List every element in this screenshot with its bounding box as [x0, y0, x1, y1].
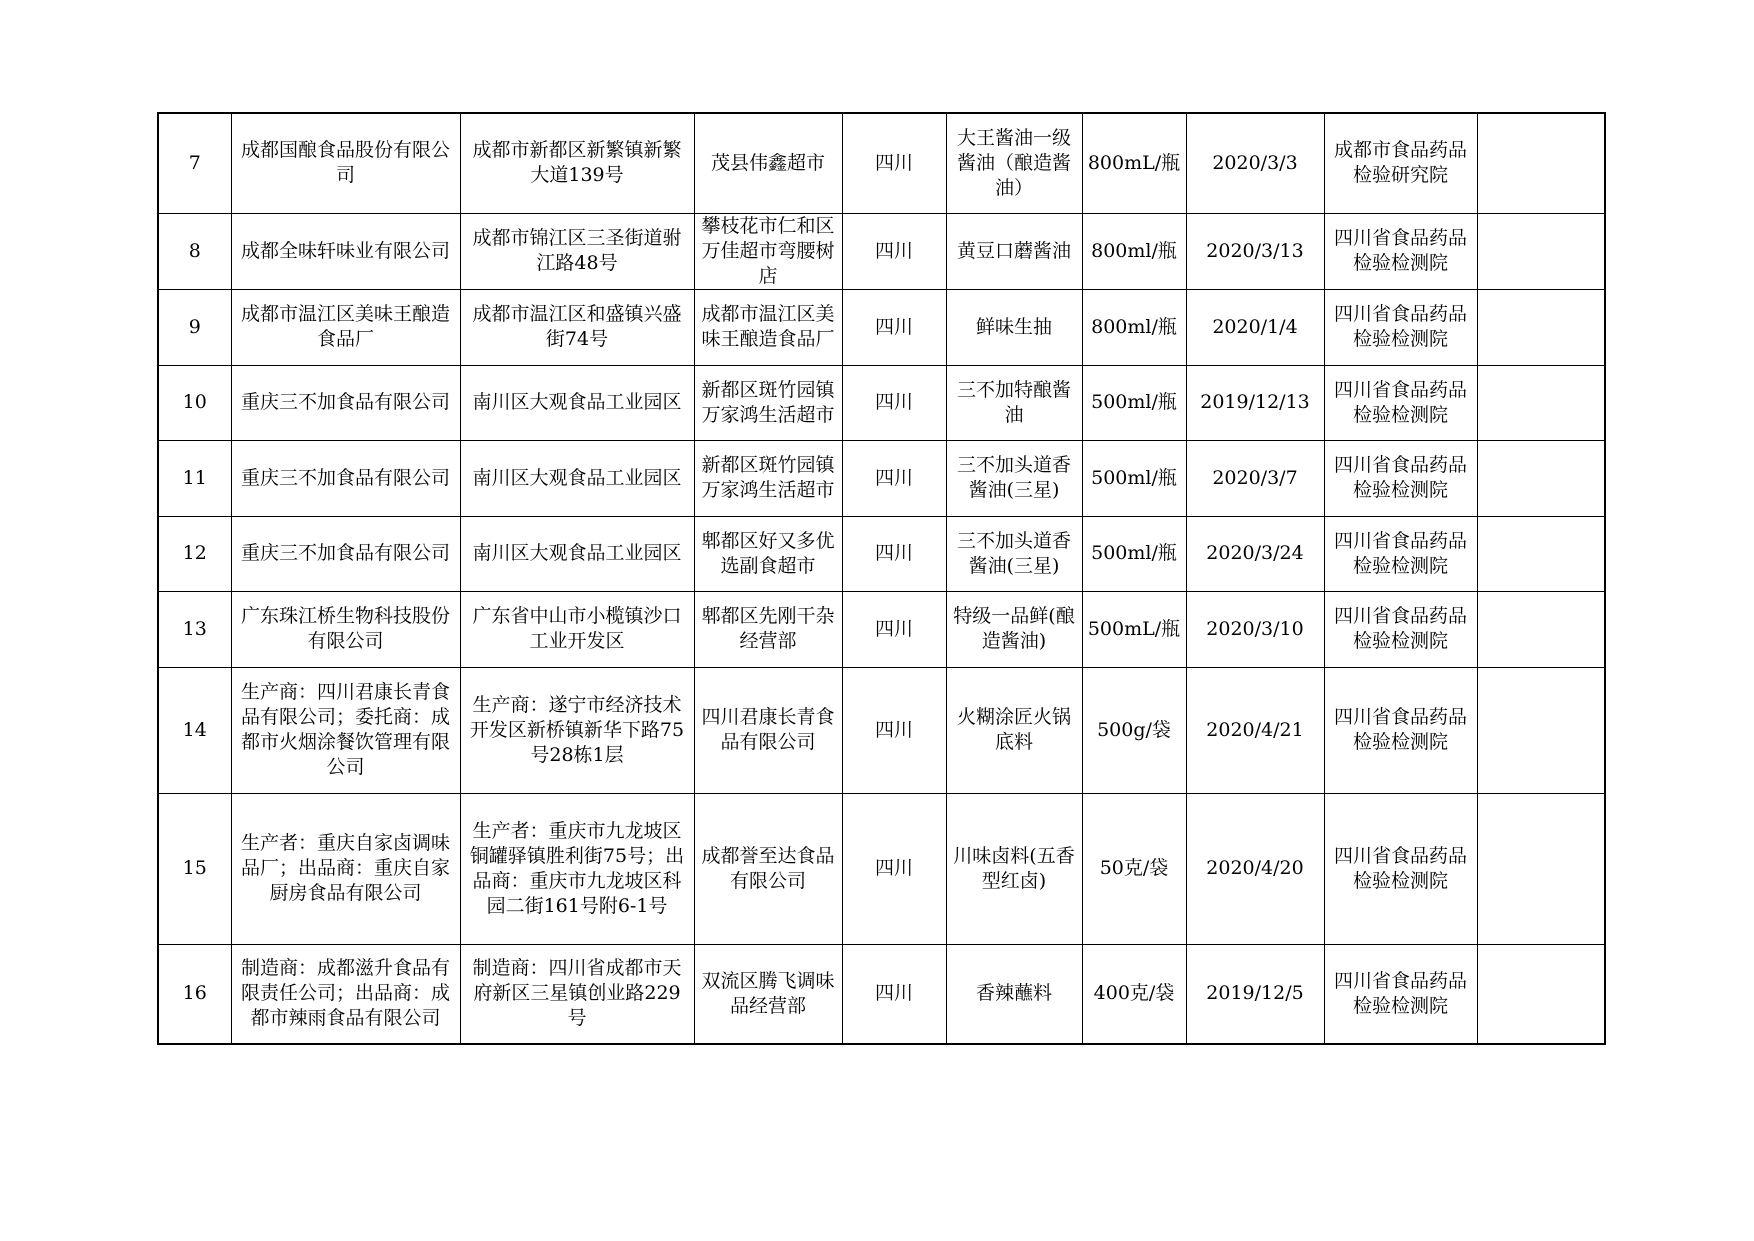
agency-cell: 四川省食品药品检验检测院 — [1324, 667, 1477, 793]
address-cell: 南川区大观食品工业园区 — [460, 440, 694, 516]
inspection-table — [157, 112, 1606, 1045]
seller-cell: 茂县伟鑫超市 — [694, 113, 842, 213]
seller-cell: 攀枝花市仁和区万佳超市弯腰树店 — [694, 213, 842, 289]
remark-cell — [1477, 365, 1605, 440]
remark-cell — [1477, 516, 1605, 591]
row-number: 12 — [158, 516, 231, 591]
seller-cell: 双流区腾飞调味品经营部 — [694, 944, 842, 1044]
remark-cell — [1477, 113, 1605, 213]
product-cell: 特级一品鲜(酿造酱油) — [946, 591, 1082, 667]
row-number: 11 — [158, 440, 231, 516]
date-cell: 2020/3/3 — [1186, 113, 1324, 213]
spec-cell: 500ml/瓶 — [1082, 440, 1186, 516]
product-cell: 香辣蘸料 — [946, 944, 1082, 1044]
date-cell: 2020/3/24 — [1186, 516, 1324, 591]
table-row — [158, 440, 1605, 516]
table-row — [158, 591, 1605, 667]
spec-cell: 500mL/瓶 — [1082, 591, 1186, 667]
manufacturer-cell: 生产者：重庆自家卤调味品厂；出品商：重庆自家厨房食品有限公司 — [231, 793, 460, 944]
agency-cell: 四川省食品药品检验检测院 — [1324, 944, 1477, 1044]
address-cell: 制造商：四川省成都市天府新区三星镇创业路229号 — [460, 944, 694, 1044]
region-cell: 四川 — [842, 516, 946, 591]
table-row — [158, 516, 1605, 591]
address-cell: 生产商：遂宁市经济技术开发区新桥镇新华下路75号28栋1层 — [460, 667, 694, 793]
row-number: 8 — [158, 213, 231, 289]
remark-cell — [1477, 213, 1605, 289]
table-row — [158, 289, 1605, 365]
table-row — [158, 365, 1605, 440]
manufacturer-cell: 重庆三不加食品有限公司 — [231, 516, 460, 591]
date-cell: 2019/12/13 — [1186, 365, 1324, 440]
manufacturer-cell: 成都市温江区美味王酿造食品厂 — [231, 289, 460, 365]
product-cell: 三不加特酿酱油 — [946, 365, 1082, 440]
date-cell: 2020/4/21 — [1186, 667, 1324, 793]
row-number: 14 — [158, 667, 231, 793]
agency-cell: 四川省食品药品检验检测院 — [1324, 591, 1477, 667]
address-cell: 广东省中山市小榄镇沙口工业开发区 — [460, 591, 694, 667]
table-row — [158, 793, 1605, 944]
date-cell: 2020/3/13 — [1186, 213, 1324, 289]
address-cell: 成都市新都区新繁镇新繁大道139号 — [460, 113, 694, 213]
row-number: 16 — [158, 944, 231, 1044]
manufacturer-cell: 重庆三不加食品有限公司 — [231, 365, 460, 440]
region-cell: 四川 — [842, 289, 946, 365]
date-cell: 2019/12/5 — [1186, 944, 1324, 1044]
product-cell: 大王酱油一级酱油（酿造酱油） — [946, 113, 1082, 213]
agency-cell: 四川省食品药品检验检测院 — [1324, 365, 1477, 440]
product-cell: 黄豆口蘑酱油 — [946, 213, 1082, 289]
manufacturer-cell: 生产商：四川君康长青食品有限公司；委托商：成都市火烟涂餐饮管理有限公司 — [231, 667, 460, 793]
spec-cell: 400克/袋 — [1082, 944, 1186, 1044]
product-cell: 川味卤料(五香型红卤) — [946, 793, 1082, 944]
table-row — [158, 944, 1605, 1044]
remark-cell — [1477, 440, 1605, 516]
date-cell: 2020/3/7 — [1186, 440, 1324, 516]
spec-cell: 800ml/瓶 — [1082, 213, 1186, 289]
address-cell: 生产者：重庆市九龙坡区铜罐驿镇胜利街75号；出品商：重庆市九龙坡区科园二街161号附6-1号 — [460, 793, 694, 944]
remark-cell — [1477, 667, 1605, 793]
seller-cell: 郫都区好又多优选副食超市 — [694, 516, 842, 591]
row-number: 10 — [158, 365, 231, 440]
remark-cell — [1477, 793, 1605, 944]
manufacturer-cell: 成都全味轩味业有限公司 — [231, 213, 460, 289]
product-cell: 三不加头道香酱油(三星) — [946, 516, 1082, 591]
product-cell: 鲜味生抽 — [946, 289, 1082, 365]
region-cell: 四川 — [842, 793, 946, 944]
date-cell: 2020/3/10 — [1186, 591, 1324, 667]
region-cell: 四川 — [842, 944, 946, 1044]
remark-cell — [1477, 289, 1605, 365]
address-cell: 南川区大观食品工业园区 — [460, 365, 694, 440]
agency-cell: 四川省食品药品检验检测院 — [1324, 440, 1477, 516]
manufacturer-cell: 广东珠江桥生物科技股份有限公司 — [231, 591, 460, 667]
region-cell: 四川 — [842, 591, 946, 667]
row-number: 9 — [158, 289, 231, 365]
date-cell: 2020/4/20 — [1186, 793, 1324, 944]
manufacturer-cell: 成都国酿食品股份有限公司 — [231, 113, 460, 213]
spec-cell: 800ml/瓶 — [1082, 289, 1186, 365]
spec-cell: 500g/袋 — [1082, 667, 1186, 793]
row-number: 15 — [158, 793, 231, 944]
region-cell: 四川 — [842, 440, 946, 516]
address-cell: 成都市锦江区三圣街道驸江路48号 — [460, 213, 694, 289]
region-cell: 四川 — [842, 667, 946, 793]
region-cell: 四川 — [842, 213, 946, 289]
spec-cell: 50克/袋 — [1082, 793, 1186, 944]
agency-cell: 四川省食品药品检验检测院 — [1324, 213, 1477, 289]
seller-cell: 新都区斑竹园镇万家鸿生活超市 — [694, 365, 842, 440]
spec-cell: 500ml/瓶 — [1082, 365, 1186, 440]
agency-cell: 四川省食品药品检验检测院 — [1324, 793, 1477, 944]
manufacturer-cell: 重庆三不加食品有限公司 — [231, 440, 460, 516]
spec-cell: 800mL/瓶 — [1082, 113, 1186, 213]
table-row — [158, 213, 1605, 289]
seller-cell: 成都誉至达食品有限公司 — [694, 793, 842, 944]
table-body — [158, 113, 1605, 1044]
remark-cell — [1477, 591, 1605, 667]
spec-cell: 500ml/瓶 — [1082, 516, 1186, 591]
seller-cell: 四川君康长青食品有限公司 — [694, 667, 842, 793]
manufacturer-cell: 制造商：成都滋升食品有限责任公司；出品商：成都市辣雨食品有限公司 — [231, 944, 460, 1044]
remark-cell — [1477, 944, 1605, 1044]
seller-cell: 成都市温江区美味王酿造食品厂 — [694, 289, 842, 365]
table-row — [158, 113, 1605, 213]
row-number: 13 — [158, 591, 231, 667]
seller-cell: 新都区斑竹园镇万家鸿生活超市 — [694, 440, 842, 516]
date-cell: 2020/1/4 — [1186, 289, 1324, 365]
agency-cell: 四川省食品药品检验检测院 — [1324, 516, 1477, 591]
address-cell: 南川区大观食品工业园区 — [460, 516, 694, 591]
agency-cell: 四川省食品药品检验检测院 — [1324, 289, 1477, 365]
address-cell: 成都市温江区和盛镇兴盛街74号 — [460, 289, 694, 365]
agency-cell: 成都市食品药品检验研究院 — [1324, 113, 1477, 213]
seller-cell: 郫都区先刚干杂经营部 — [694, 591, 842, 667]
region-cell: 四川 — [842, 113, 946, 213]
region-cell: 四川 — [842, 365, 946, 440]
product-cell: 火糊涂匠火锅底料 — [946, 667, 1082, 793]
table-row — [158, 667, 1605, 793]
product-cell: 三不加头道香酱油(三星) — [946, 440, 1082, 516]
row-number: 7 — [158, 113, 231, 213]
